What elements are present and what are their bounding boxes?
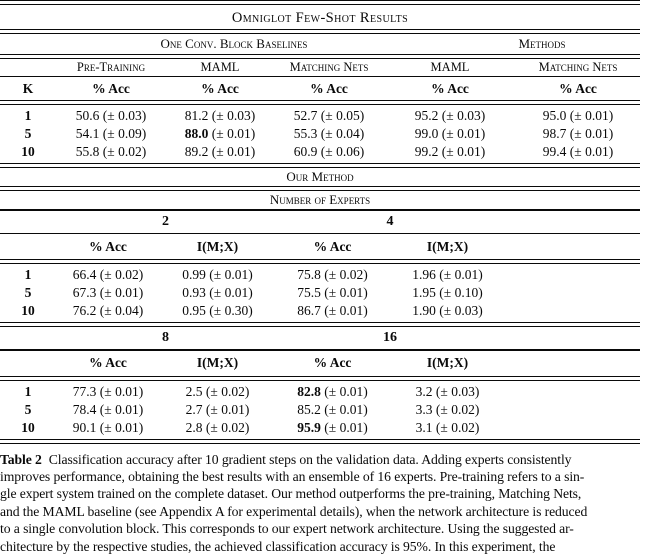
acc-cell: 99.2 (± 0.01) bbox=[414, 144, 486, 160]
mi-cell: 2.7 (± 0.01) bbox=[185, 401, 250, 417]
mi-cell: 1.90 (± 0.03) bbox=[412, 303, 483, 319]
col-header-maml: MAML bbox=[200, 60, 240, 74]
acc-cell: 95.9 (± 0.01) bbox=[297, 419, 368, 435]
caption-line: improves performance, obtaining the best results with an ensemble of 16 experts. Pre-training refers to a sin- bbox=[0, 468, 585, 484]
acc-cell: 75.8 (± 0.02) bbox=[297, 267, 368, 283]
col-header-matching-nets-methods: Matching Nets bbox=[538, 60, 618, 74]
acc-cell: 86.7 (± 0.01) bbox=[297, 303, 368, 319]
acc-header: % Acc bbox=[313, 238, 352, 254]
experts-count-16: 16 bbox=[383, 330, 397, 346]
k-cell: 10 bbox=[21, 144, 35, 160]
acc-cell: 99.0 (± 0.01) bbox=[414, 126, 486, 142]
table-row bbox=[0, 284, 640, 302]
k-cell: 1 bbox=[24, 267, 32, 283]
acc-cell: 85.2 (± 0.01) bbox=[297, 401, 368, 417]
baselines-data bbox=[0, 105, 640, 163]
section-header-our-method: Our Method bbox=[286, 169, 354, 185]
mi-cell: 3.1 (± 0.02) bbox=[415, 419, 480, 435]
experts-8-16-data bbox=[0, 381, 640, 439]
experts-group-row bbox=[0, 327, 640, 349]
acc-cell: 82.8 (± 0.01) bbox=[297, 383, 368, 399]
acc-cell: 90.1 (± 0.01) bbox=[72, 419, 144, 435]
table-caption bbox=[0, 451, 640, 555]
mi-cell: 3.2 (± 0.03) bbox=[415, 383, 480, 399]
k-cell: 1 bbox=[24, 108, 32, 124]
section-header-number-of-experts: Number of Experts bbox=[269, 192, 371, 208]
group-header-methods: Methods bbox=[518, 36, 566, 51]
acc-cell: 54.1 (± 0.09) bbox=[75, 126, 147, 142]
mutual-info-header: I(M;X) bbox=[426, 355, 469, 371]
mi-cell: 2.5 (± 0.02) bbox=[185, 383, 250, 399]
acc-header: % Acc bbox=[431, 80, 469, 96]
acc-cell: 98.7 (± 0.01) bbox=[542, 126, 614, 142]
acc-cell: 60.9 (± 0.06) bbox=[293, 144, 365, 160]
acc-header: % Acc bbox=[201, 80, 239, 96]
horizontal-rule bbox=[0, 439, 640, 444]
mi-cell: 1.95 (± 0.10) bbox=[412, 285, 483, 301]
k-cell: 10 bbox=[21, 419, 35, 435]
acc-cell: 67.3 (± 0.01) bbox=[72, 285, 144, 301]
mi-cell: 2.8 (± 0.02) bbox=[185, 419, 250, 435]
caption-line: to a single convolution block. This corresponds to our expert network architecture. Using the suggested ar- bbox=[0, 521, 574, 537]
acc-cell: 76.2 (± 0.04) bbox=[72, 303, 144, 319]
table-row bbox=[0, 143, 640, 161]
mi-cell: 0.99 (± 0.01) bbox=[182, 267, 253, 283]
table-row bbox=[0, 302, 640, 320]
table-title: Omniglot Few-Shot Results bbox=[231, 9, 409, 26]
acc-cell: 81.2 (± 0.03) bbox=[184, 108, 256, 124]
group-header-row bbox=[0, 34, 640, 54]
k-cell: 5 bbox=[24, 285, 32, 301]
acc-cell: 66.4 (± 0.02) bbox=[72, 267, 144, 283]
caption-tag: Table 2 bbox=[0, 451, 42, 467]
table-row bbox=[0, 266, 640, 284]
acc-header: % Acc bbox=[310, 80, 348, 96]
caption-line: Table 2 Classification accuracy after 10 gradient steps on the validation data. Adding experts consistently bbox=[0, 451, 572, 467]
col-header-matching-nets: Matching Nets bbox=[289, 60, 369, 74]
experts-count-2: 2 bbox=[162, 213, 169, 229]
acc-cell: 78.4 (± 0.01) bbox=[72, 401, 144, 417]
experts-2-4-data bbox=[0, 264, 640, 322]
acc-cell: 55.8 (± 0.02) bbox=[75, 144, 147, 160]
k-cell: 10 bbox=[21, 303, 35, 319]
column-header-row bbox=[0, 59, 640, 76]
acc-cell: 88.0 (± 0.01) bbox=[184, 126, 256, 142]
mi-cell: 1.96 (± 0.01) bbox=[412, 267, 483, 283]
table-row bbox=[0, 125, 640, 143]
acc-cell: 50.6 (± 0.03) bbox=[75, 108, 147, 124]
k-header: K bbox=[22, 80, 34, 96]
col-header-maml-methods: MAML bbox=[430, 60, 470, 74]
mutual-info-header: I(M;X) bbox=[196, 238, 239, 254]
caption-line: chitecture by the respective studies, the achieved classification accuracy is 95%. In this experiment, the bbox=[0, 538, 556, 554]
table-row bbox=[0, 419, 640, 437]
acc-cell: 89.2 (± 0.01) bbox=[184, 144, 256, 160]
mutual-info-header: I(M;X) bbox=[426, 238, 469, 254]
mi-cell: 0.93 (± 0.01) bbox=[182, 285, 253, 301]
acc-header: % Acc bbox=[559, 80, 597, 96]
caption-line: and the MAML baseline (see Appendix A for experimental details), when the network architecture is reduced bbox=[0, 503, 588, 519]
caption-line: gle expert system trained on the complete dataset. Our method outperforms the pre-training, Matching Nets, bbox=[0, 486, 582, 502]
subheader-row bbox=[0, 234, 640, 259]
k-cell: 5 bbox=[24, 401, 32, 417]
table-row bbox=[0, 107, 640, 125]
group-header-baselines: One Conv. Block Baselines bbox=[160, 36, 308, 51]
subheader-row bbox=[0, 77, 640, 100]
experts-count-4: 4 bbox=[386, 213, 394, 229]
acc-header: % Acc bbox=[92, 80, 130, 96]
table-row bbox=[0, 401, 640, 419]
col-header-pretraining: Pre-Training bbox=[76, 60, 146, 74]
k-cell: 5 bbox=[24, 126, 32, 142]
acc-header: % Acc bbox=[89, 355, 127, 371]
acc-cell: 95.0 (± 0.01) bbox=[542, 108, 614, 124]
acc-cell: 77.3 (± 0.01) bbox=[72, 383, 144, 399]
acc-cell: 99.4 (± 0.01) bbox=[542, 144, 614, 160]
table-row bbox=[0, 383, 640, 401]
k-cell: 1 bbox=[24, 383, 32, 399]
mutual-info-header: I(M;X) bbox=[196, 355, 239, 371]
acc-header: % Acc bbox=[89, 238, 127, 254]
subheader-row bbox=[0, 351, 640, 376]
mi-cell: 0.95 (± 0.30) bbox=[182, 303, 253, 319]
acc-cell: 95.2 (± 0.03) bbox=[414, 108, 486, 124]
acc-cell: 75.5 (± 0.01) bbox=[297, 285, 368, 301]
acc-cell: 52.7 (± 0.05) bbox=[293, 108, 365, 124]
experts-count-8: 8 bbox=[162, 330, 169, 346]
acc-header: % Acc bbox=[313, 355, 352, 371]
experts-group-row bbox=[0, 211, 640, 233]
acc-cell: 55.3 (± 0.04) bbox=[293, 126, 365, 142]
mi-cell: 3.3 (± 0.02) bbox=[415, 401, 480, 417]
horizontal-rule bbox=[0, 0, 640, 5]
